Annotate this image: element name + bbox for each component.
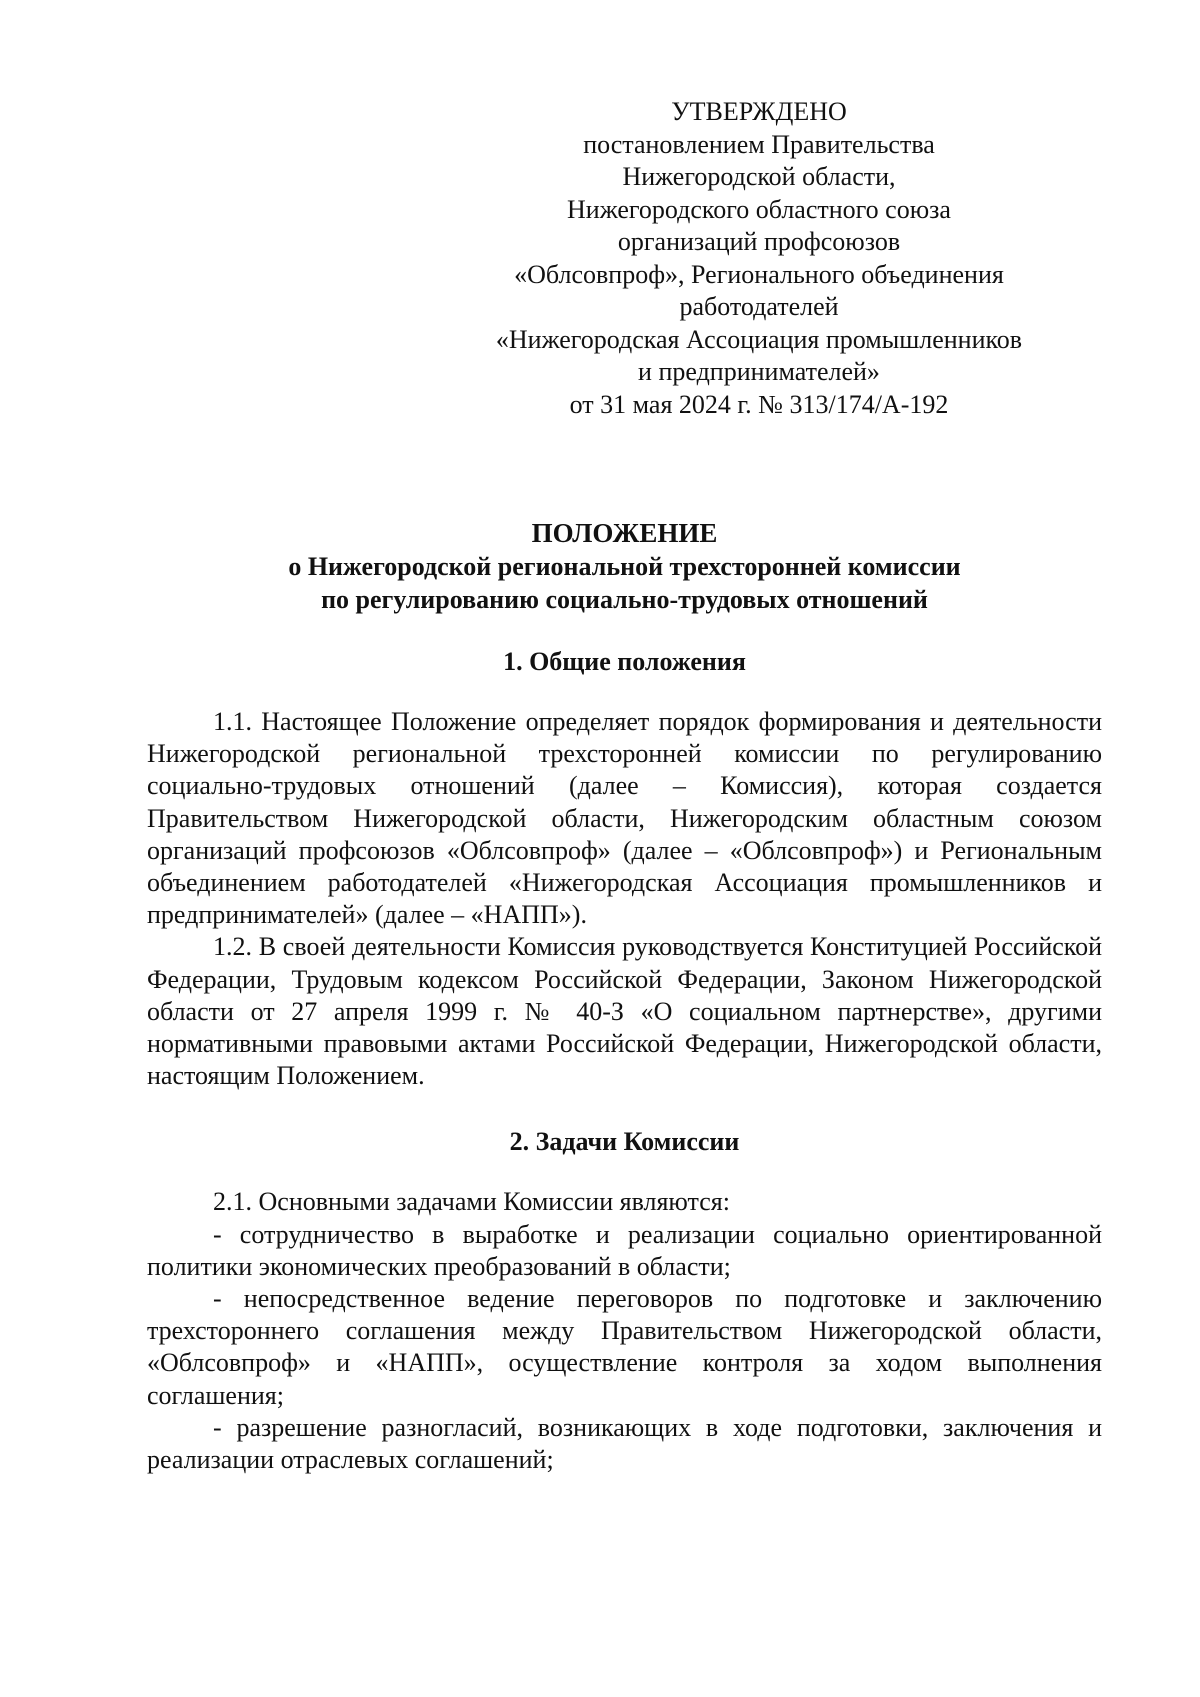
paragraph-1-2: 1.2. В своей деятельности Комиссия руководствуется Конституцией Российской Федерации, Трудовым кодексом Российской Федерации, Законом Нижегородской области от 27 апреля 1999 г. № 40-З «О социальном партнерстве», другими нормативными правовыми актами Российской Федерации, Нижегородской области, настоящим Положением. [147, 932, 1102, 1091]
title-main: ПОЛОЖЕНИЕ [531, 518, 718, 548]
paragraph-2-1-intro: 2.1. Основными задачами Комиссии являются: [213, 1187, 730, 1217]
approval-stamp-block [449, 96, 1069, 421]
approval-line: организаций профсоюзов [617, 227, 901, 256]
approval-line: Нижегородского областного союза [567, 194, 951, 224]
list-item: - сотрудничество в выработке и реализации социально ориентированной политики экономических преобразований в области; [147, 1219, 1102, 1281]
approval-line: Нижегородской области, [622, 162, 896, 191]
approval-line: работодателей [679, 292, 839, 321]
approval-line: и предпринимателей» [638, 357, 880, 386]
approval-line: постановлением Правительства [583, 129, 935, 159]
section-1-heading: 1. Общие положения [503, 647, 746, 676]
approval-date-number: от 31 мая 2024 г. № 313/174/А-192 [569, 389, 949, 419]
title-line-1: о Нижегородской региональной трехсторонней комиссии [288, 552, 961, 581]
list-item: - непосредственное ведение переговоров по подготовке и заключению трехстороннего соглашения между Правительством Нижегородской области, «Облсовпроф» и «НАПП», осуществление контроля за ходом выполнения соглашения; [147, 1284, 1102, 1410]
approval-line: «Облсовпроф», Регионального объединения [514, 259, 1004, 289]
approval-line: «Нижегородская Ассоциация промышленников [495, 324, 1023, 354]
approval-line: УТВЕРЖДЕНО [671, 97, 847, 126]
list-item: - разрешение разногласий, возникающих в ходе подготовки, заключения и реализации отраслевых соглашений; [147, 1412, 1102, 1475]
section-2-heading: 2. Задачи Комиссии [509, 1127, 740, 1157]
document-title [147, 516, 1102, 616]
paragraph-1-1: 1.1. Настоящее Положение определяет порядок формирования и деятельности Нижегородской региональной трехсторонней комиссии по регулированию социально-трудовых отношений (далее – Комиссия), которая создается Правительством Нижегородской области, Нижегородским областным союзом организаций профсоюзов «Облсовпроф» (далее – «Облсовпроф») и Региональным объединением работодателей «Нижегородская Ассоциация промышленников и предпринимателей» (далее – «НАПП»). [147, 707, 1102, 930]
title-line-2: по регулированию социально-трудовых отношений [321, 585, 928, 614]
